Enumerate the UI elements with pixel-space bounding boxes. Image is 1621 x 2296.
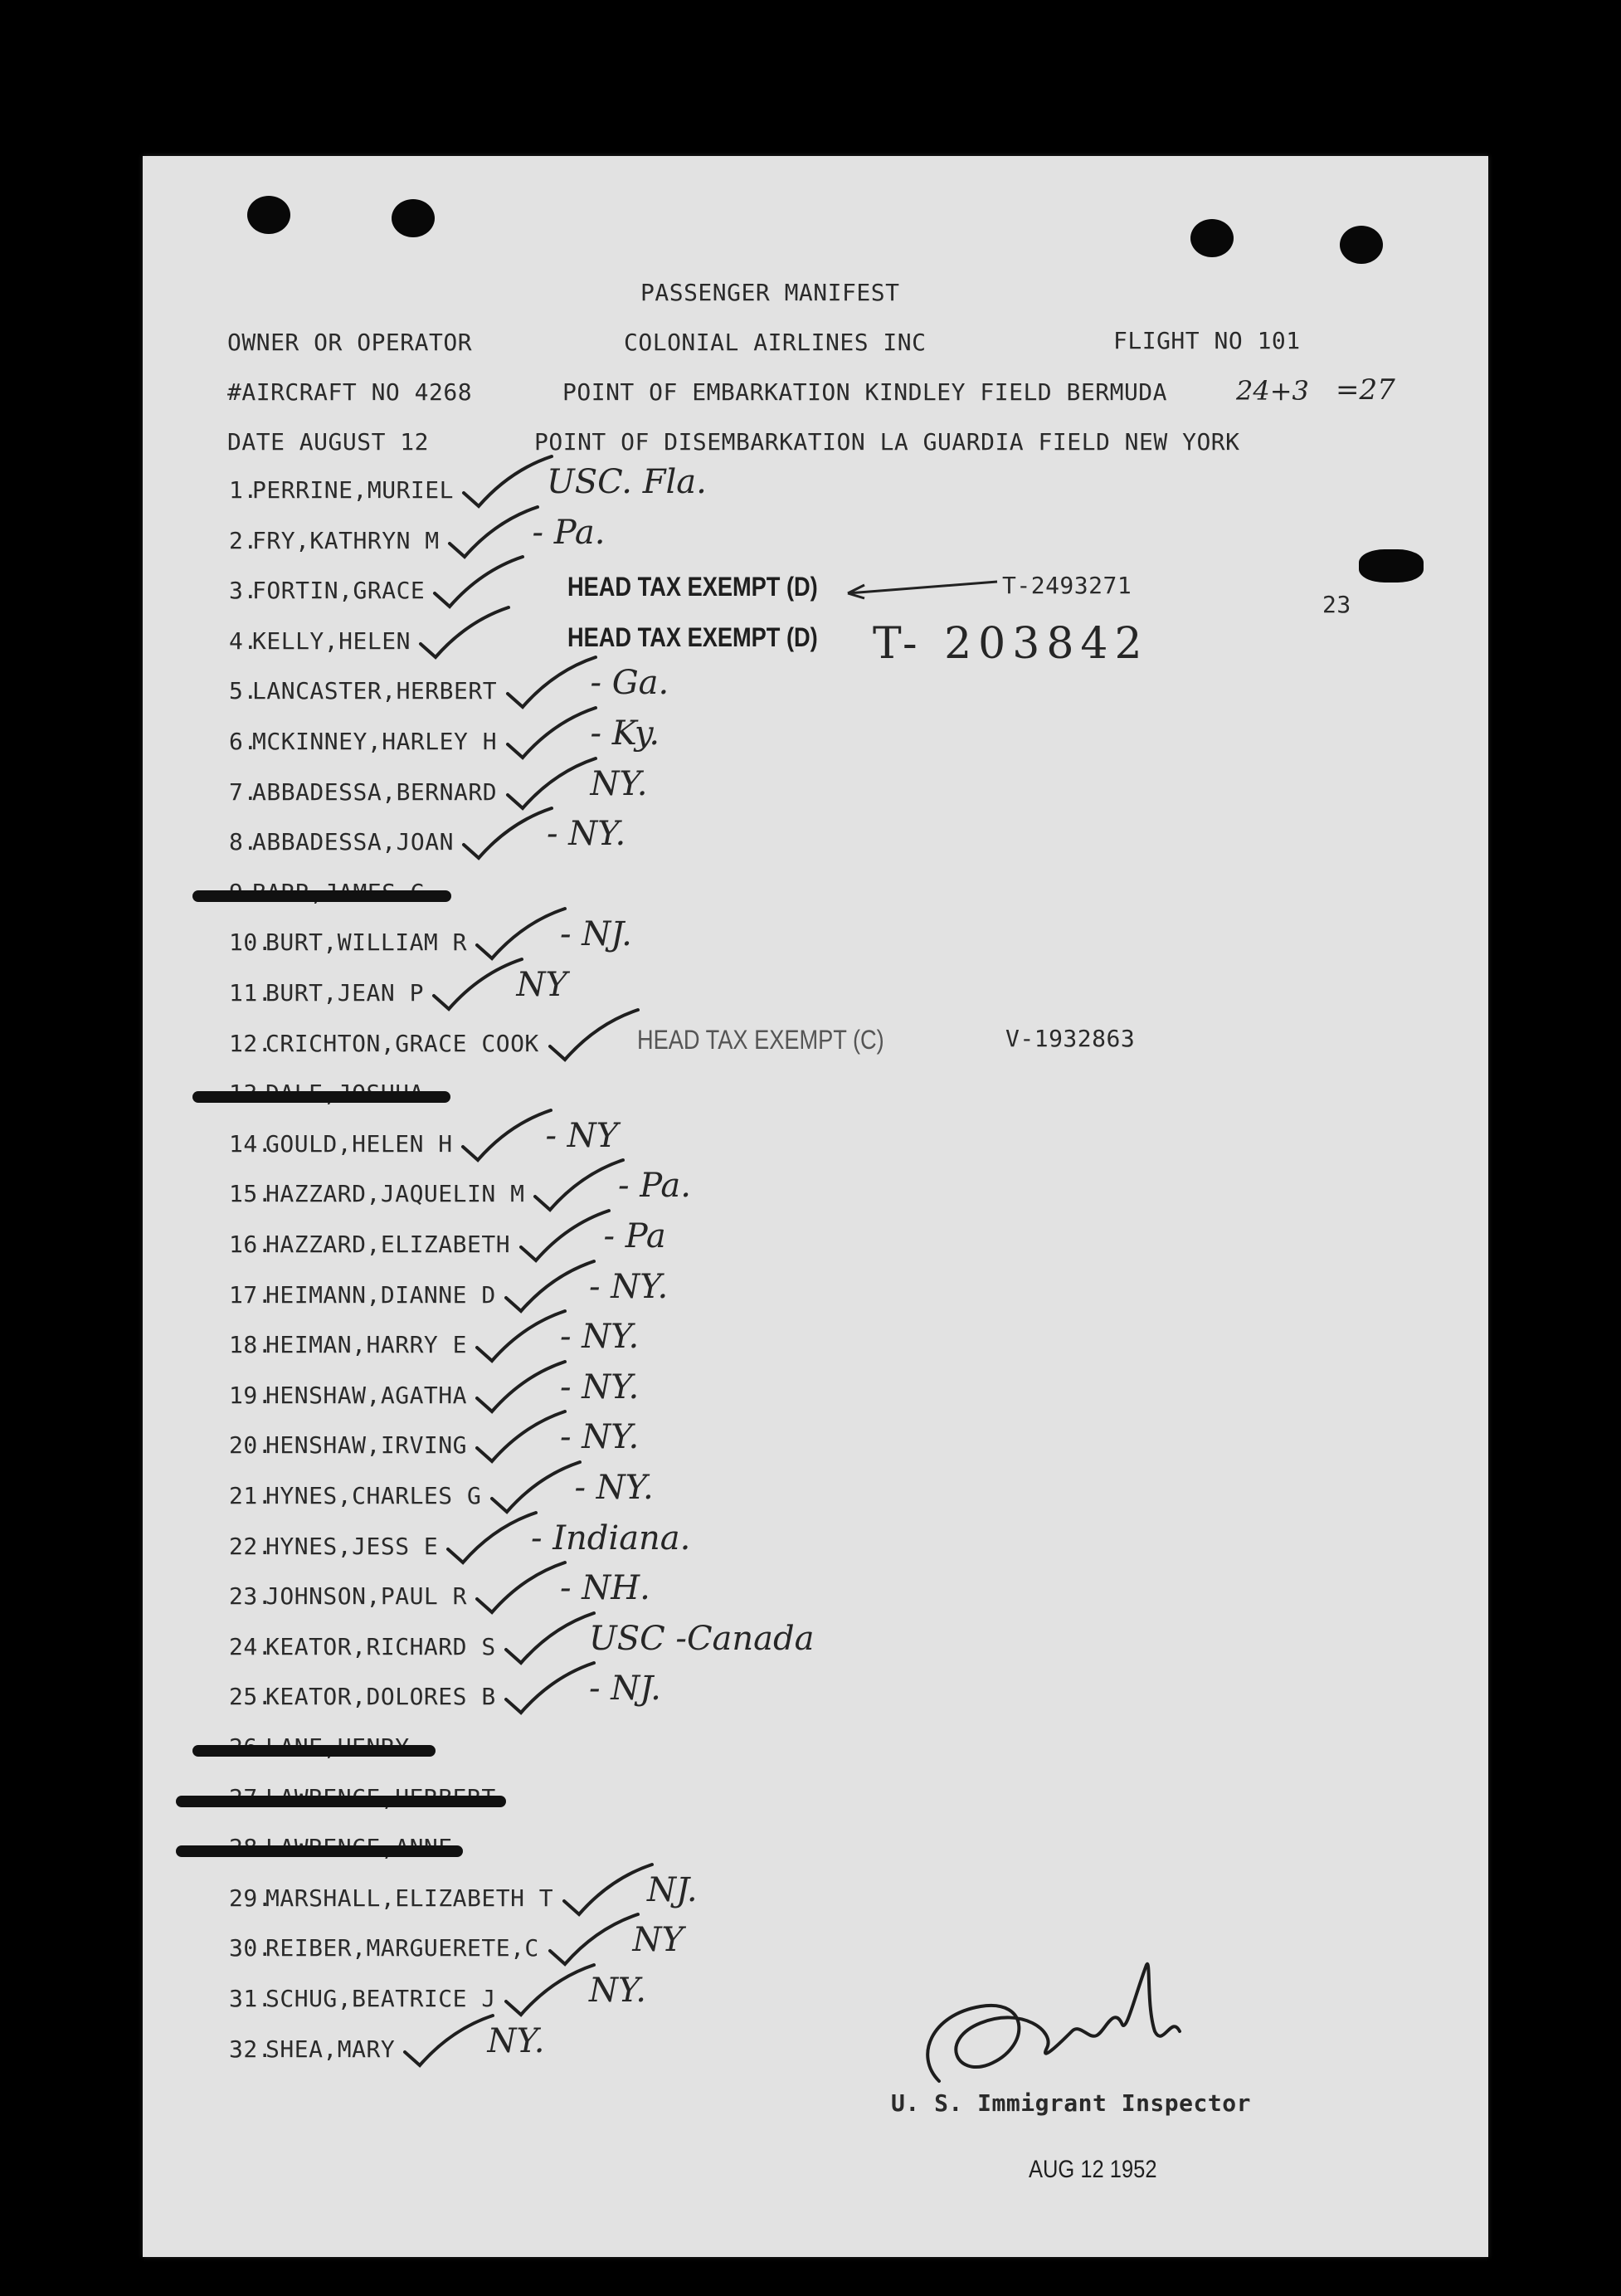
residence-note: NY: [516, 966, 567, 1004]
check-mark: [474, 1309, 573, 1367]
passenger-row: [143, 514, 1488, 560]
head-tax-exempt-stamp: HEAD TAX EXEMPT (C): [637, 1025, 884, 1055]
passenger-name: SCHUG,BEATRICE J: [265, 1985, 496, 2012]
owner-value: COLONIAL AIRLINES INC: [624, 329, 927, 356]
page-number: 23: [1322, 591, 1351, 618]
residence-note: - Pa.: [532, 514, 606, 552]
passenger-number: 17.: [229, 1281, 273, 1309]
check-mark: [474, 1561, 573, 1619]
passenger-row: [143, 1784, 1488, 1817]
passenger-number: 12.: [229, 1030, 273, 1057]
passenger-name: REIBER,MARGUERETE,C: [265, 1934, 539, 1962]
residence-note: NY.: [590, 765, 648, 803]
passenger-row: [143, 1972, 1488, 2018]
passenger-number: 2.: [229, 527, 258, 554]
passenger-row: [143, 1733, 1488, 1767]
passenger-number: 31.: [229, 1985, 273, 2012]
check-mark: [503, 1661, 602, 1719]
passenger-name: MARSHALL,ELIZABETH T: [265, 1884, 554, 1912]
passenger-number: 10.: [229, 929, 273, 956]
passenger-number: 29.: [229, 1884, 273, 1912]
passenger-number: 15.: [229, 1180, 273, 1207]
passenger-row: [143, 879, 1488, 912]
passenger-number: 24.: [229, 1633, 273, 1660]
check-mark: [504, 706, 604, 764]
passenger-row: [143, 1519, 1488, 1566]
residence-note: - NY.: [560, 1418, 640, 1456]
check-mark: [547, 1913, 646, 1971]
passenger-name: BURT,JEAN P: [265, 979, 424, 1007]
passenger-row: [143, 1167, 1488, 1213]
passenger-row: [143, 815, 1488, 861]
passenger-row: [143, 1268, 1488, 1314]
check-mark: [489, 1460, 588, 1518]
passenger-number: 5.: [229, 677, 258, 704]
arrow-line: [840, 577, 1005, 602]
inspector-signature: [906, 1957, 1205, 2098]
punch-hole: [392, 199, 435, 237]
passenger-number: 16.: [229, 1231, 273, 1258]
residence-note: - NJ.: [589, 1670, 661, 1708]
passenger-row: [143, 2022, 1488, 2069]
passenger-row: [143, 1469, 1488, 1515]
document-number-handwritten: T- 203842: [873, 619, 1149, 669]
residence-note: - NJ.: [560, 915, 632, 953]
passenger-name: HEIMANN,DIANNE D: [265, 1281, 496, 1309]
head-tax-exempt-stamp: HEAD TAX EXEMPT (D): [567, 572, 818, 602]
residence-note: - NY.: [560, 1318, 640, 1356]
check-mark: [417, 606, 517, 664]
residence-note: - Pa.: [618, 1167, 691, 1205]
residence-note: - NH.: [560, 1569, 650, 1607]
passenger-row: [143, 765, 1488, 812]
check-mark: [532, 1158, 631, 1216]
passenger-row: [143, 1080, 1488, 1113]
strikethrough-mark: [176, 1845, 463, 1857]
passenger-name: MCKINNEY,HARLEY H: [252, 728, 498, 755]
residence-note: NY: [632, 1921, 684, 1959]
residence-note: - Indiana.: [531, 1519, 691, 1557]
passenger-number: 21.: [229, 1482, 273, 1509]
passenger-name: HAZZARD,JAQUELIN M: [265, 1180, 525, 1207]
passenger-number: 14.: [229, 1130, 273, 1158]
residence-note: NY.: [589, 1972, 646, 2010]
check-mark: [460, 455, 560, 513]
document-number: T-2493271: [1002, 572, 1132, 599]
strikethrough-mark: [192, 1745, 436, 1757]
passenger-name: CRICHTON,GRACE COOK: [265, 1030, 539, 1057]
passenger-name: KEATOR,DOLORES B: [265, 1683, 496, 1710]
passenger-name: ABBADESSA,BERNARD: [252, 778, 498, 806]
residence-note: - NY.: [589, 1268, 669, 1306]
passenger-number: 1.: [229, 476, 258, 504]
residence-note: - Ga.: [590, 664, 669, 702]
passenger-number: 8.: [229, 828, 258, 856]
passenger-number: 18.: [229, 1331, 273, 1358]
passenger-number: 22.: [229, 1533, 273, 1560]
manifest-sheet: [143, 156, 1488, 2257]
passenger-number: 19.: [229, 1382, 273, 1409]
point-of-embarkation: POINT OF EMBARKATION KINDLEY FIELD BERMUDA: [562, 378, 1168, 406]
residence-note: - Pa: [603, 1217, 666, 1255]
residence-note: NJ.: [647, 1871, 698, 1909]
passenger-row: [143, 664, 1488, 710]
passenger-row: [143, 1921, 1488, 1967]
passenger-name: HEIMAN,HARRY E: [265, 1331, 468, 1358]
passenger-row: [143, 1117, 1488, 1163]
passenger-number: 3.: [229, 577, 258, 604]
check-mark: [474, 1410, 573, 1468]
strikethrough-mark: [192, 890, 451, 902]
count-total: =27: [1336, 373, 1395, 407]
residence-note: - NY.: [574, 1469, 654, 1507]
passenger-row: [143, 1569, 1488, 1616]
passenger-name: HENSHAW,AGATHA: [265, 1382, 468, 1409]
residence-note: USC. Fla.: [547, 463, 707, 501]
passenger-number: 30.: [229, 1934, 273, 1962]
passenger-name: HENSHAW,IRVING: [265, 1431, 468, 1459]
date-stamp: AUG 12 1952: [1029, 2156, 1157, 2183]
residence-note: - NY.: [547, 815, 626, 853]
check-mark: [460, 807, 560, 865]
passenger-row: [143, 966, 1488, 1012]
passenger-name: ABBADESSA,JOAN: [252, 828, 455, 856]
passenger-number: 32.: [229, 2035, 273, 2063]
residence-note: - Ky.: [590, 714, 660, 753]
flight-number: FLIGHT NO 101: [1113, 327, 1301, 354]
document-number: V-1932863: [1005, 1025, 1136, 1052]
passenger-name: FRY,KATHRYN M: [252, 527, 440, 554]
passenger-number: 6.: [229, 728, 258, 755]
passenger-row: [143, 1368, 1488, 1415]
strikethrough-mark: [192, 1091, 450, 1103]
passenger-name: HYNES,CHARLES G: [265, 1482, 482, 1509]
passenger-name: GOULD,HELEN H: [265, 1130, 453, 1158]
check-mark: [431, 958, 530, 1016]
passenger-number: 7.: [229, 778, 258, 806]
passenger-row: [143, 1834, 1488, 1867]
residence-note: - NY.: [560, 1368, 640, 1406]
check-mark: [547, 1008, 646, 1066]
strikethrough-mark: [176, 1796, 506, 1807]
inspector-title: U. S. Immigrant Inspector: [891, 2089, 1251, 2117]
passenger-number: 11.: [229, 979, 273, 1007]
passenger-row: [143, 1025, 1488, 1063]
passenger-name: JOHNSON,PAUL R: [265, 1582, 468, 1610]
passenger-name: HAZZARD,ELIZABETH: [265, 1231, 511, 1258]
punch-hole: [1190, 219, 1234, 257]
passenger-name: LANCASTER,HERBERT: [252, 677, 498, 704]
owner-label: OWNER OR OPERATOR: [227, 329, 473, 356]
passenger-row: [143, 1418, 1488, 1465]
passenger-name: KEATOR,RICHARD S: [265, 1633, 496, 1660]
manifest-date: DATE AUGUST 12: [227, 428, 430, 456]
passenger-name: HYNES,JESS E: [265, 1533, 439, 1560]
check-mark: [518, 1209, 617, 1267]
passenger-row: [143, 619, 1488, 669]
passenger-number: 25.: [229, 1683, 273, 1710]
count-note: 24+3: [1236, 375, 1309, 407]
passenger-row: [143, 463, 1488, 509]
passenger-number: 23.: [229, 1582, 273, 1610]
passenger-number: 20.: [229, 1431, 273, 1459]
passenger-row: [143, 1318, 1488, 1364]
passenger-row: [143, 1620, 1488, 1666]
aircraft-number: #AIRCRAFT NO 4268: [227, 378, 473, 406]
check-mark: [431, 555, 531, 613]
residence-note: - NY: [545, 1117, 619, 1155]
passenger-row: [143, 1871, 1488, 1918]
passenger-row: [143, 915, 1488, 962]
passenger-name: FORTIN,GRACE: [252, 577, 426, 604]
passenger-number: 4.: [229, 627, 258, 655]
passenger-row: [143, 714, 1488, 761]
passenger-name: PERRINE,MURIEL: [252, 476, 455, 504]
residence-note: USC -Canada: [589, 1620, 815, 1658]
passenger-row: [143, 1217, 1488, 1264]
passenger-row: [143, 572, 1488, 610]
check-mark: [503, 1963, 602, 2021]
passenger-name: BURT,WILLIAM R: [265, 929, 468, 956]
check-mark: [504, 656, 604, 714]
point-of-disembarkation: POINT OF DISEMBARKATION LA GUARDIA FIELD NEW YORK: [534, 428, 1240, 456]
punch-hole: [1340, 226, 1383, 264]
page-title: PASSENGER MANIFEST: [640, 279, 900, 306]
head-tax-exempt-stamp: HEAD TAX EXEMPT (D): [567, 622, 818, 652]
passenger-name: SHEA,MARY: [265, 2035, 396, 2063]
check-mark: [402, 2014, 501, 2072]
punch-hole: [247, 196, 290, 234]
residence-note: NY.: [487, 2022, 545, 2060]
passenger-row: [143, 1670, 1488, 1716]
passenger-name: KELLY,HELEN: [252, 627, 411, 655]
check-mark: [474, 907, 573, 965]
